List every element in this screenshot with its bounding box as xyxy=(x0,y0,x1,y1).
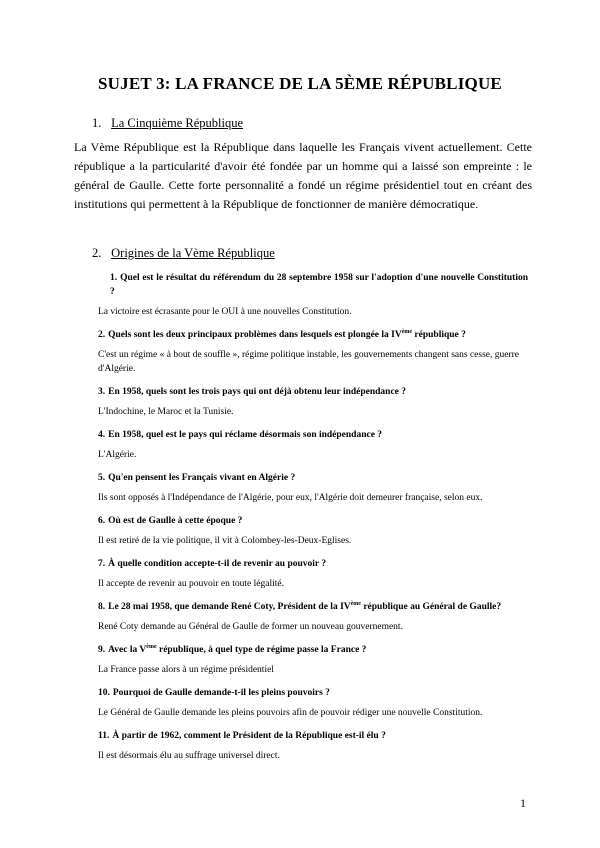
answer: Ils sont opposés à l'Indépendance de l'Algérie, pour eux, l'Algérie doit demeurer française, selon eux. xyxy=(98,493,483,503)
page-number: 1 xyxy=(520,796,526,810)
question: 11. À partir de 1962, comment le Président de la République est-il élu ? xyxy=(98,731,386,741)
section-number: 2. xyxy=(92,246,102,260)
question: 8. Le 28 mai 1958, que demande René Coty, Président de la IVème république au Général de Gaulle? xyxy=(98,600,502,612)
section-number: 1. xyxy=(92,116,102,130)
question: 6. Où est de Gaulle à cette époque ? xyxy=(98,516,243,526)
question: 2. Quels sont les deux principaux problèmes dans lesquels est plongée la IVème république ? xyxy=(98,328,466,340)
page-title: SUJET 3: LA FRANCE DE LA 5ÈME RÉPUBLIQUE xyxy=(98,74,502,93)
question: 10. Pourquoi de Gaulle demande-t-il les pleins pouvoirs ? xyxy=(98,688,330,698)
answer: Il est retiré de la vie politique, il vit à Colombey-les-Deux-Eglises. xyxy=(98,536,352,546)
question: 5. Qu'en pensent les Français vivant en Algérie ? xyxy=(98,473,296,483)
answer: Il est désormais élu au suffrage universel direct. xyxy=(98,751,280,761)
question: 4. En 1958, quel est le pays qui réclame désormais son indépendance ? xyxy=(98,430,383,440)
answer: C'est un régime « à bout de souffle », régime politique instable, les gouvernements changent sans cesse, guerre d'Algérie. xyxy=(98,350,520,374)
question: 3. En 1958, quels sont les trois pays qui ont déjà obtenu leur indépendance ? xyxy=(98,387,407,397)
answer: La France passe alors à un régime présidentiel xyxy=(98,665,274,675)
answer: La victoire est écrasante pour le OUI à une nouvelles Constitution. xyxy=(98,307,352,317)
section-heading-text: La Cinquième République xyxy=(111,116,244,130)
answer: L'Indochine, le Maroc et la Tunisie. xyxy=(98,407,234,417)
question: 7. À quelle condition accepte-t-il de revenir au pouvoir ? xyxy=(98,559,327,569)
question: 9. Avec la Vème république, à quel type de régime passe la France ? xyxy=(98,643,367,655)
section-heading-1 xyxy=(92,116,243,131)
section-heading-text: Origines de la Vème République xyxy=(111,246,275,260)
question-answer-list xyxy=(98,271,528,772)
question: 1. Quel est le résultat du référendum du 28 septembre 1958 sur l'adoption d'une nouvelle Constitution ? xyxy=(110,273,528,297)
answer: Il accepte de revenir au pouvoir en toute légalité. xyxy=(98,579,284,589)
answer: L'Algérie. xyxy=(98,450,137,460)
answer: Le Général de Gaulle demande les pleins pouvoirs afin de pouvoir rédiger une nouvelle Constitution. xyxy=(98,708,483,718)
answer: René Coty demande au Général de Gaulle de former un nouveau gouvernement. xyxy=(98,622,403,632)
section-heading-2 xyxy=(92,246,275,261)
intro-paragraph: La Vème République est la République dans laquelle les Français vivent actuellement. Cette république a la particularité d'avoir été fondée par un homme qui a laissé son empreinte : le général de Gaulle. Cette forte personnalité a fondé un régime présidentiel tout en créant des institutions qui permettent à la République de fonctionner de manière démocratique. xyxy=(74,140,532,211)
